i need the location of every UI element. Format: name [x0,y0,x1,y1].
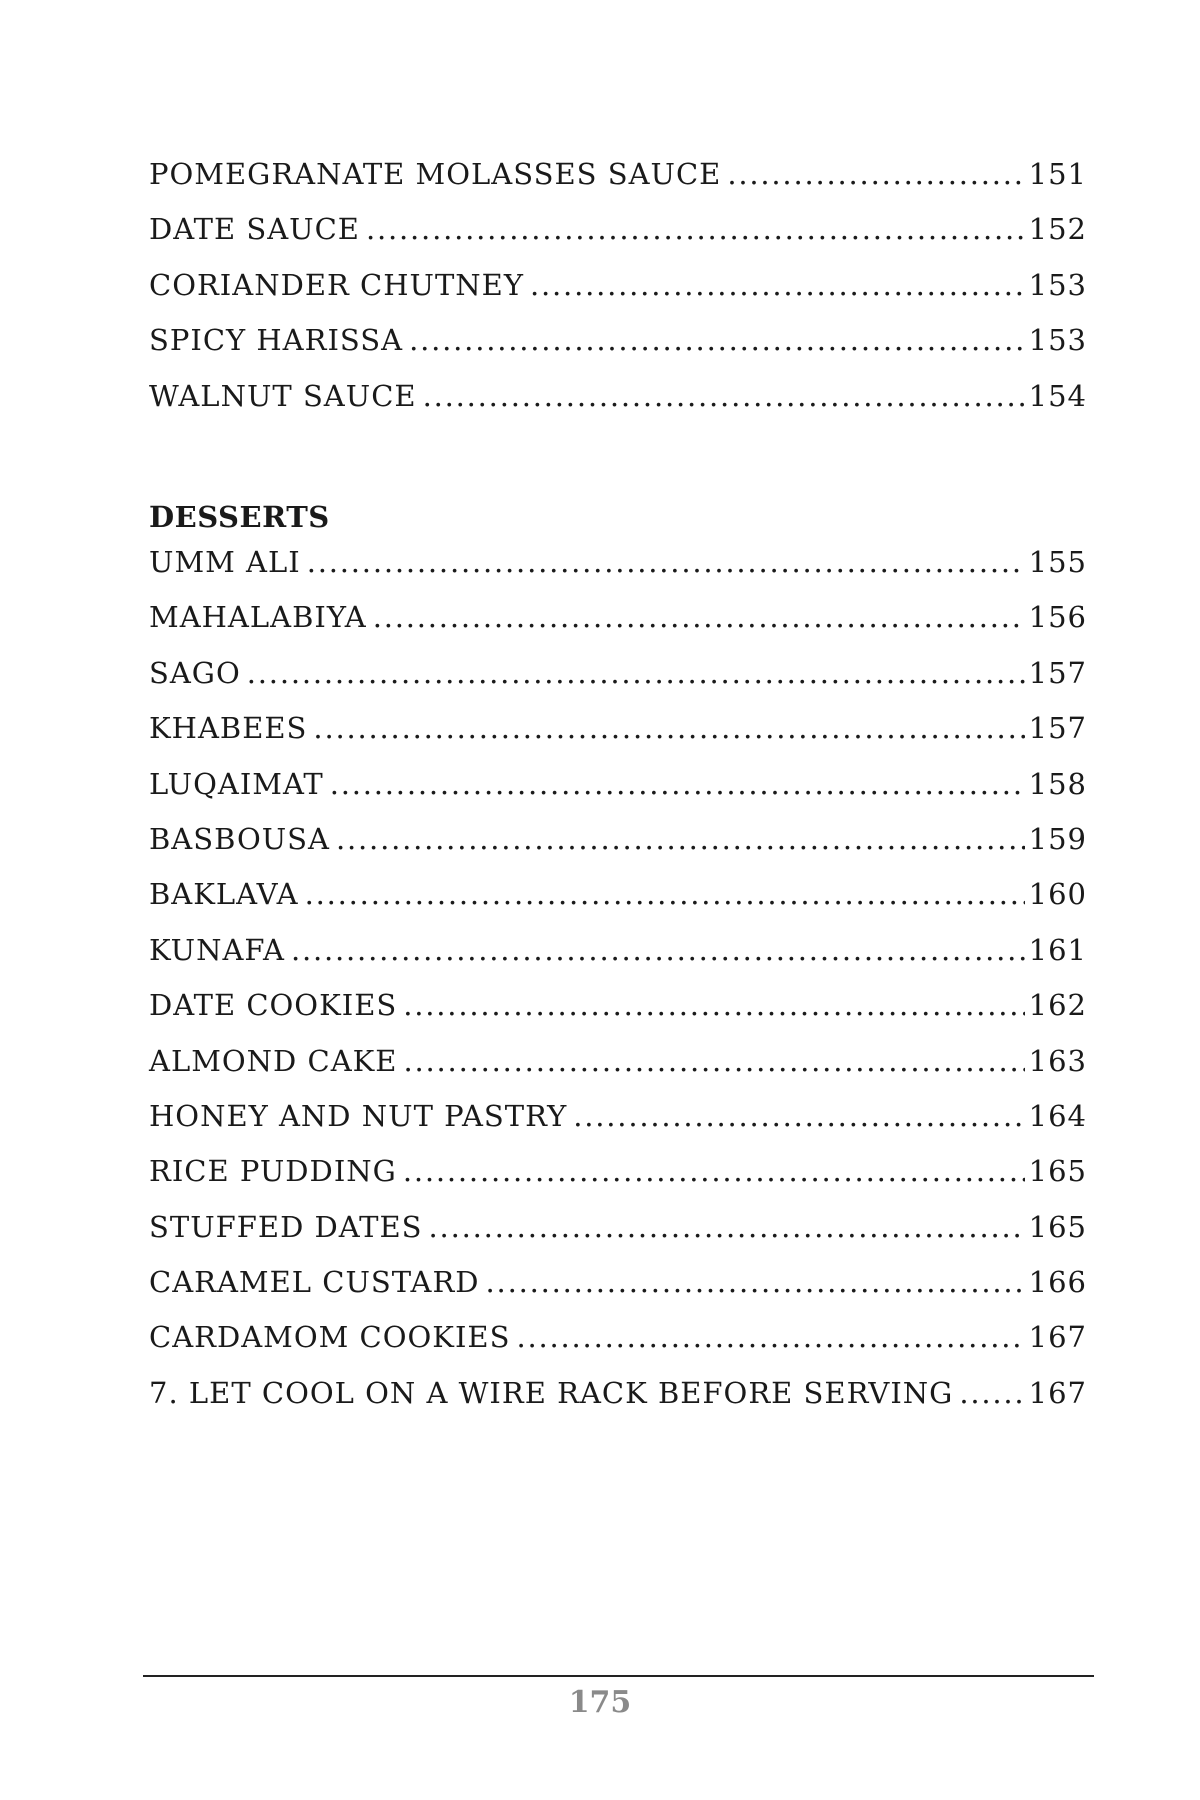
toc-entry-title: SAGO [149,655,241,690]
toc-entry-title: CARAMEL CUSTARD [149,1265,480,1300]
toc-dot-leader [486,1265,1025,1299]
toc-entry-page: 158 [1028,766,1087,801]
toc-entry[interactable] [149,1044,1087,1099]
toc-entry-page: 163 [1028,1043,1087,1078]
toc-entry-title: DATE SAUCE [149,212,360,247]
toc-entry-title: CORIANDER CHUTNEY [149,267,524,302]
toc-dot-leader [313,711,1024,745]
toc-entry-title: MAHALABIYA [149,600,367,635]
toc-entry[interactable] [149,1210,1087,1265]
toc-entry-page: 151 [1028,157,1087,191]
toc-dot-leader [330,767,1025,801]
toc-entry[interactable] [149,212,1087,267]
toc-entry[interactable] [149,545,1087,600]
toc-entry[interactable] [149,1320,1087,1375]
toc-entry[interactable] [149,767,1087,822]
toc-dot-leader [409,323,1025,357]
toc-dot-leader [530,268,1025,302]
toc-entry-page: 161 [1028,932,1087,967]
toc-entry[interactable] [149,988,1087,1043]
toc-entry-title: KUNAFA [149,932,285,967]
toc-entry-title: POMEGRANATE MOLASSES SAUCE [149,157,722,191]
toc-entry[interactable] [149,600,1087,655]
toc-sauces-list [149,157,1087,434]
toc-entry[interactable] [149,711,1087,766]
toc-entry-title: WALNUT SAUCE [149,378,417,413]
toc-entry-page: 160 [1028,877,1087,912]
toc-entry-page: 165 [1028,1154,1087,1189]
toc-dot-leader [307,545,1025,579]
toc-entry[interactable] [149,157,1087,212]
toc-dot-leader [573,1099,1024,1133]
toc-dot-leader [423,379,1025,413]
toc-entry-title: SPICY HARISSA [149,323,404,358]
toc-entry-page: 152 [1028,212,1087,247]
toc-dot-leader [403,1154,1025,1188]
toc-entry-title: CARDAMOM COOKIES [149,1320,511,1355]
toc-entry[interactable] [149,1154,1087,1209]
toc-entry-title: 7. LET COOL ON A WIRE RACK BEFORE SERVING [149,1375,954,1410]
toc-entry-page: 162 [1028,988,1087,1023]
toc-entry[interactable] [149,933,1087,988]
toc-entry-title: RICE PUDDING [149,1154,397,1189]
toc-entry-title: ALMOND CAKE [149,1043,398,1078]
toc-dot-leader [247,656,1025,690]
toc-dot-leader [305,877,1025,911]
toc-dot-leader [336,822,1025,856]
toc-entry[interactable] [149,1376,1087,1431]
toc-entry[interactable] [149,877,1087,932]
toc-dot-leader [366,212,1025,246]
toc-entry-page: 154 [1028,378,1087,413]
toc-entry[interactable] [149,1265,1087,1320]
page-number: 175 [568,1685,632,1720]
toc-dot-leader [727,157,1024,191]
toc-desserts-list [149,490,1087,1431]
toc-entry[interactable] [149,379,1087,434]
toc-entry-page: 164 [1028,1098,1087,1133]
toc-entry-title: UMM ALI [149,545,301,579]
toc-entry-page: 166 [1028,1265,1087,1300]
toc-entry-title: BAKLAVA [149,877,299,912]
toc-entry-title: DATE COOKIES [149,988,398,1023]
footer-divider [143,1675,1094,1677]
toc-entry-title: LUQAIMAT [149,766,324,801]
toc-entry-page: 157 [1028,711,1087,746]
toc-entry-page: 153 [1028,267,1087,302]
toc-entry-page: 155 [1028,545,1087,579]
section-heading: DESSERTS [149,500,330,534]
toc-entry-title: HONEY AND NUT PASTRY [149,1098,568,1133]
toc-entry-page: 157 [1028,655,1087,690]
toc-entry[interactable] [149,822,1087,877]
toc-entry[interactable] [149,323,1087,378]
toc-entry-page: 165 [1028,1209,1087,1244]
toc-entry-page: 167 [1028,1375,1087,1410]
toc-entry[interactable] [149,268,1087,323]
toc-entry-page: 156 [1028,600,1087,635]
toc-dot-leader [403,1044,1024,1078]
toc-entry[interactable] [149,1099,1087,1154]
toc-entry-title: BASBOUSA [149,821,330,856]
toc-dot-leader [373,600,1025,634]
toc-dot-leader [291,933,1025,967]
toc-entry-title: STUFFED DATES [149,1209,423,1244]
toc-entry-page: 167 [1028,1320,1087,1355]
toc-entry[interactable] [149,656,1087,711]
toc-dot-leader [403,988,1024,1022]
toc-entry-page: 159 [1028,821,1087,856]
toc-entry-title: KHABEES [149,711,308,746]
toc-entry-page: 153 [1028,323,1087,358]
toc-dot-leader [516,1320,1024,1354]
toc-dot-leader [429,1210,1025,1244]
toc-dot-leader [959,1376,1024,1410]
